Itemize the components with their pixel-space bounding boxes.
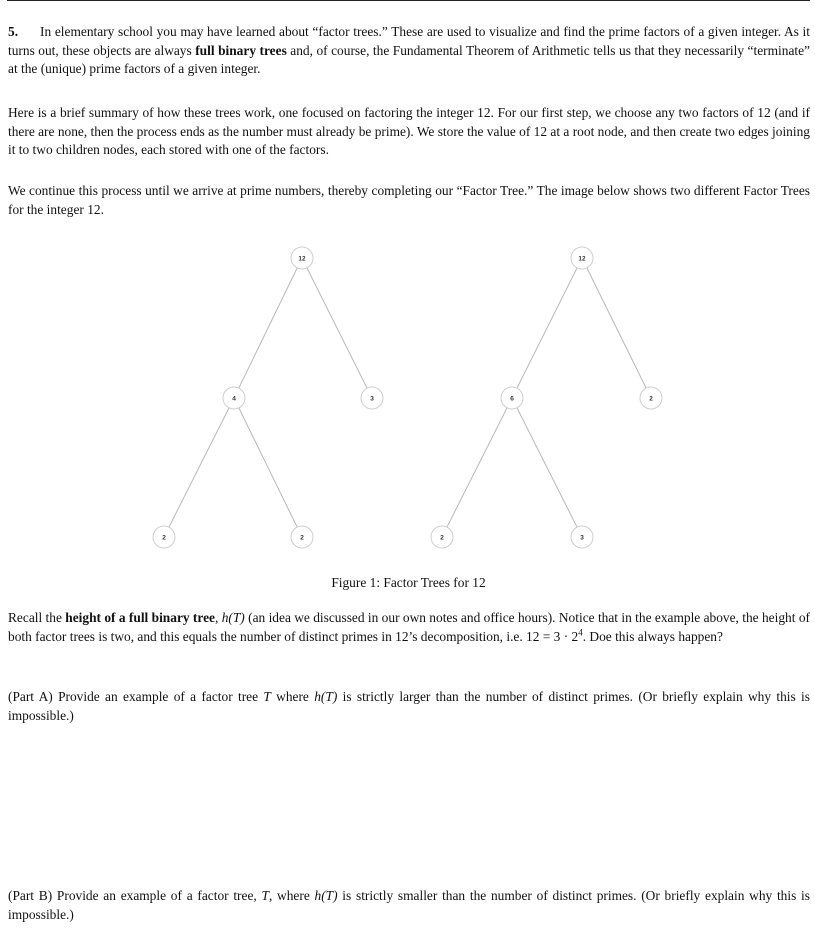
recall-math-height: h(T) bbox=[221, 610, 245, 625]
part-b-text-1: (Part B) Provide an example of a factor tree, bbox=[8, 888, 262, 903]
factor-trees-figure bbox=[0, 240, 815, 560]
recall-paragraph bbox=[8, 609, 810, 646]
top-rule bbox=[7, 0, 810, 1]
tree2-left-label: 6 bbox=[510, 395, 514, 403]
part-a-text-3: is strictly larger than the number of distinct primes. (Or briefly explain why this is impossible.) bbox=[8, 689, 810, 723]
tree1-left-node bbox=[223, 387, 245, 409]
recall-exponent: 4 bbox=[578, 627, 583, 638]
part-a-text-1: (Part A) Provide an example of a factor tree bbox=[8, 689, 264, 704]
recall-text-2: , bbox=[214, 610, 222, 625]
part-a-text-2: where bbox=[270, 689, 315, 704]
part-b-math-t: T bbox=[261, 888, 269, 903]
tree1-edge-left-leaf1 bbox=[164, 395, 236, 537]
tree1-right-node bbox=[361, 387, 383, 409]
tree1-root-node bbox=[291, 247, 313, 269]
continue-paragraph: We continue this process until we arrive at prime numbers, thereby completing our “Factor Tree.” The image below shows two different Factor Trees for the integer 12. bbox=[8, 183, 810, 217]
summary-paragraph: Here is a brief summary of how these trees work, one focused on factoring the integer 12. For our first step, we choose any two factors of 12 (and if there are none, then the process ends as the number must already be prime). We store the value of 12 at a root node, and then create two edges joining it to two children nodes, each stored with one of the factors. bbox=[8, 105, 810, 157]
tree2-right-node bbox=[640, 387, 662, 409]
tree1-root-label: 12 bbox=[298, 255, 306, 263]
part-b-text-2: , where bbox=[268, 888, 315, 903]
part-b-math-height: h(T) bbox=[314, 888, 338, 903]
problem-number: 5. bbox=[8, 24, 19, 39]
tree2-leaf2-node bbox=[571, 526, 593, 548]
tree2-leaf2-label: 3 bbox=[580, 534, 584, 542]
figure-caption: Figure 1: Factor Trees for 12 bbox=[331, 575, 486, 590]
recall-text-3: (an idea we discussed in our own notes and office hours). Notice that in the example above, the height of both factor trees is two, and this equals the number of distinct primes in 12’s decomposition, i.e. 12 = 3 · 2 bbox=[8, 610, 810, 644]
tree2-edge-left-leaf1 bbox=[442, 395, 514, 537]
tree2-leaf1-node bbox=[431, 526, 453, 548]
tree1-left-label: 4 bbox=[232, 395, 236, 403]
tree2-root-node bbox=[571, 247, 593, 269]
tree1-right-label: 3 bbox=[370, 395, 374, 403]
tree2-edge-root-left bbox=[512, 258, 582, 398]
recall-text-1: Recall the bbox=[8, 610, 66, 625]
tree1-edge-root-right bbox=[302, 258, 372, 398]
intro-text-2: and, of course, the Fundamental Theorem of Arithmetic tells us that they necessarily “terminate” at the (unique) prime factors of a given integer. bbox=[8, 42, 810, 76]
part-a-question bbox=[8, 688, 810, 725]
recall-text-4: . Doe this always happen? bbox=[582, 628, 723, 644]
tree2-right-label: 2 bbox=[649, 395, 653, 403]
problem-intro bbox=[8, 23, 810, 79]
tree2-leaf1-label: 2 bbox=[440, 534, 444, 542]
tree2-root-label: 12 bbox=[578, 255, 586, 263]
part-b-text-3: is strictly smaller than the number of distinct primes. (Or briefly explain why this is impossible.) bbox=[8, 888, 810, 922]
tree2-edge-root-right bbox=[582, 258, 651, 398]
part-a-math-height: h(T) bbox=[314, 689, 338, 704]
intro-bold-term: full binary trees bbox=[195, 42, 287, 58]
intro-text-1: In elementary school you may have learned about “factor trees.” These are used to visualize and find the prime factors of a given integer. As it turns out, these objects are always bbox=[8, 24, 810, 58]
tree1-leaf2-node bbox=[291, 526, 313, 548]
tree1-edge-left-leaf2 bbox=[232, 395, 302, 537]
tree1-leaf2-label: 2 bbox=[300, 534, 304, 542]
part-a-math-t: T bbox=[263, 689, 271, 704]
tree1-leaf1-label: 2 bbox=[162, 534, 166, 542]
tree1-leaf1-node bbox=[153, 526, 175, 548]
tree2-left-node bbox=[501, 387, 523, 409]
tree2-edge-left-leaf2 bbox=[510, 395, 582, 537]
part-b-question bbox=[8, 887, 810, 924]
recall-bold-term: height of a full binary tree bbox=[65, 610, 215, 625]
tree1-edge-root-left bbox=[234, 258, 302, 398]
